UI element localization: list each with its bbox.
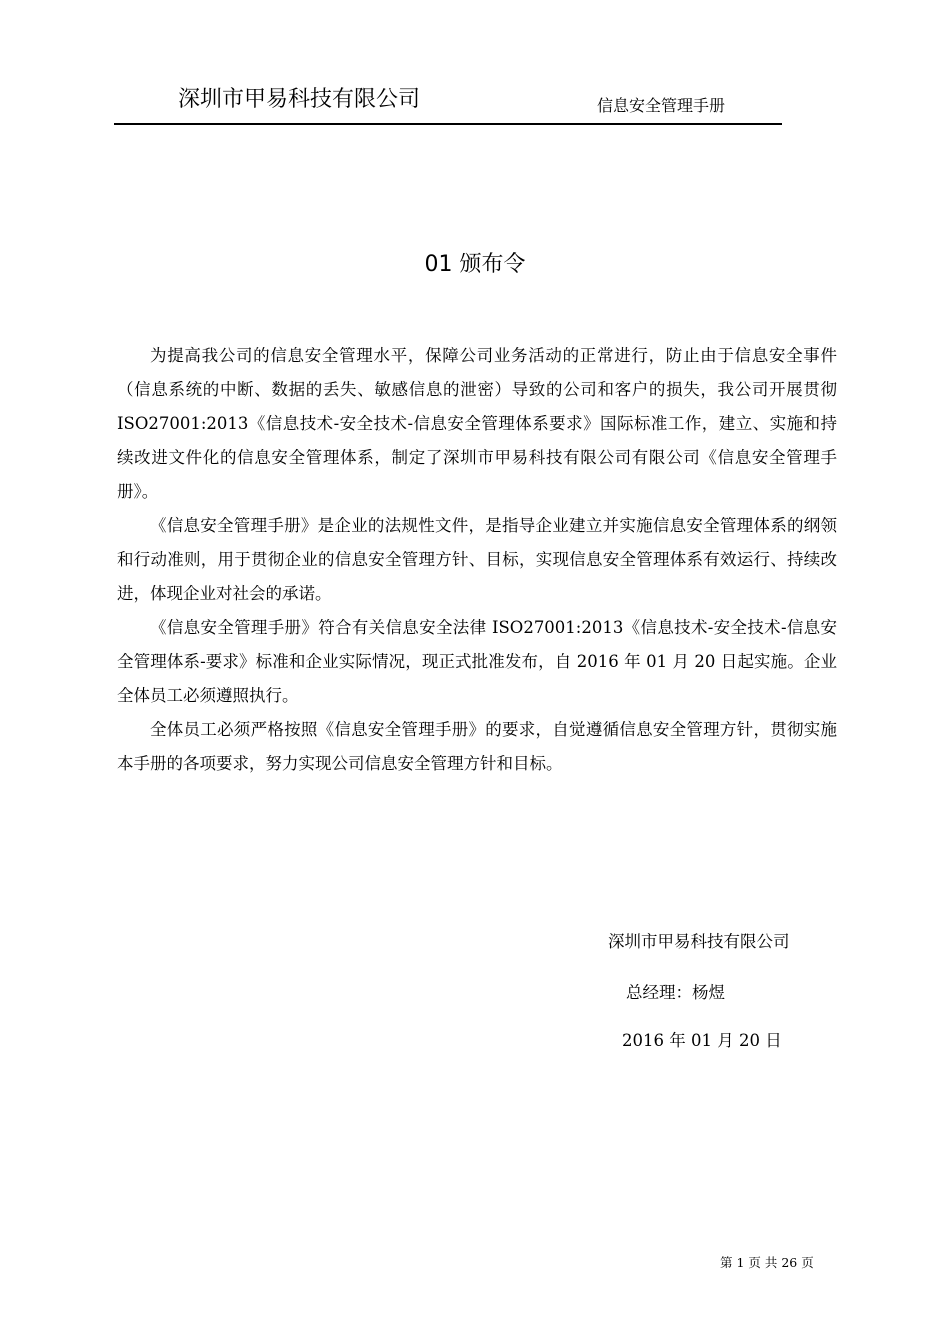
paragraph-1: 为提高我公司的信息安全管理水平，保障公司业务活动的正常进行，防止由于信息安全事件（信息系统的中断、数据的丢失、敏感信息的泄密）导致的公司和客户的损失，我公司开展贯彻 ISO27001:2013《信息技术-安全技术-信息安全管理体系要求》国际标准工作，建立、实施和持续改进文件化的信息安全管理体系，制定了深圳市甲易科技有限公司有限公司《信息安全管理手册》。: [117, 346, 837, 501]
header-company-name: 深圳市甲易科技有限公司: [178, 87, 421, 112]
page-title: 01 颁布令: [424, 252, 526, 277]
signature-company: 深圳市甲易科技有限公司: [608, 932, 790, 951]
signature-manager: 总经理：杨煜: [626, 983, 725, 1002]
paragraph-3: 《信息安全管理手册》符合有关信息安全法律 ISO27001:2013《信息技术-安全技术-信息安全管理体系-要求》标准和企业实际情况，现正式批准发布，自 2016 年 01 月 20 日起实施。企业全体员工必须遵照执行。: [117, 618, 837, 705]
paragraph-4: 全体员工必须严格按照《信息安全管理手册》的要求，自觉遵循信息安全管理方针，贯彻实施本手册的各项要求，努力实现公司信息安全管理方针和目标。: [117, 720, 837, 773]
header-manual-title: 信息安全管理手册: [597, 96, 726, 115]
page-number: 第 1 页 共 26 页: [720, 1255, 814, 1270]
signature-date: 2016 年 01 月 20 日: [622, 1031, 782, 1050]
header-divider: [114, 123, 782, 125]
paragraph-2: 《信息安全管理手册》是企业的法规性文件，是指导企业建立并实施信息安全管理体系的纲领和行动准则，用于贯彻企业的信息安全管理方针、目标，实现信息安全管理体系有效运行、持续改进，体现企业对社会的承诺。: [117, 516, 837, 603]
document-body: [117, 339, 837, 781]
